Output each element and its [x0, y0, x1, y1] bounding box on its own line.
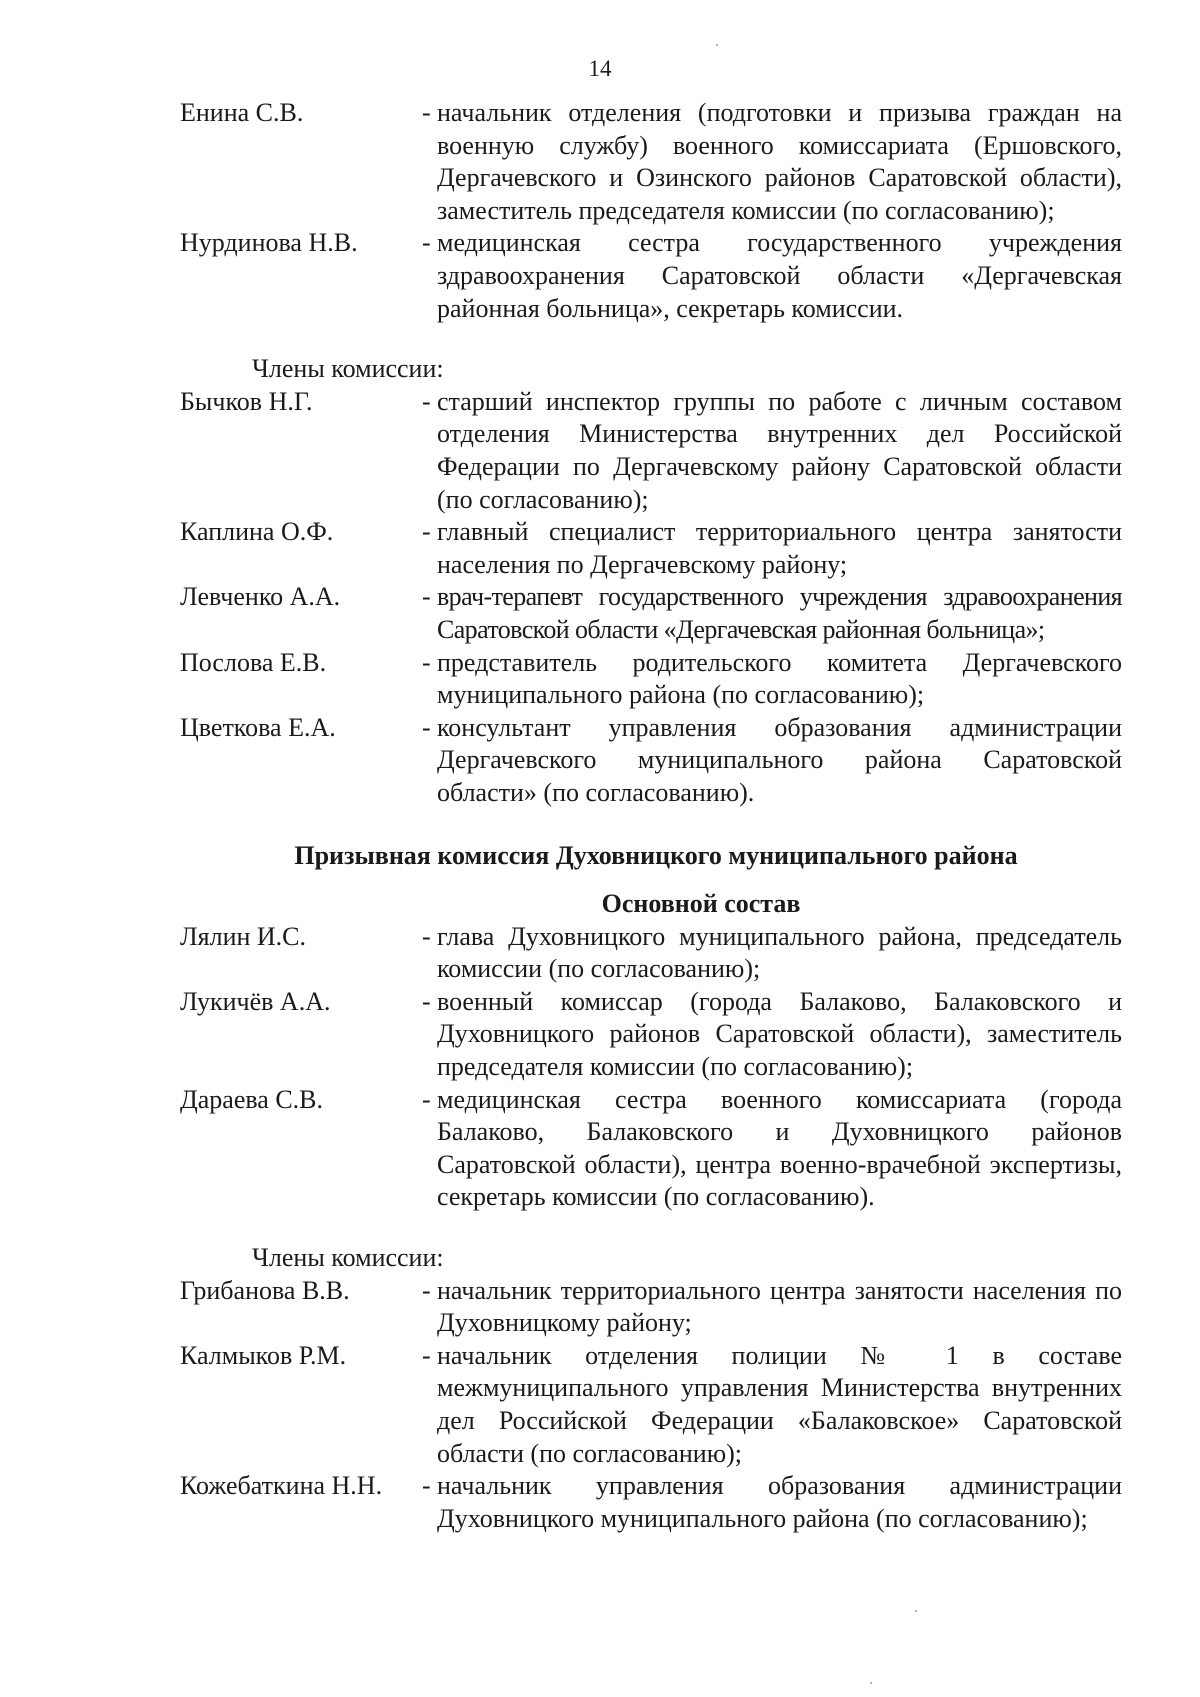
member-name: Послова Е.В. — [180, 647, 327, 677]
scan-speck — [870, 1682, 872, 1684]
dash: - — [422, 1471, 431, 1501]
member-role: военный комиссар (города Балаково, Балаковского и Духовницкого районов Саратовской области), заместитель председателя комиссии (по согласованию); — [437, 986, 1122, 1082]
list-item — [180, 97, 1122, 227]
list-item — [180, 1084, 1122, 1214]
member-role: начальник отделения полиции № 1 в составе межмуниципального управления Министерства внутренних дел Российской Федерации «Балаковское» Саратовской области (по согласованию); — [437, 1340, 1122, 1468]
dash: - — [422, 228, 431, 258]
member-role: медицинская сестра военного комиссариата (города Балаково, Балаковского и Духовницкого районов Саратовской области), центра военно-врачебной экспертизы, секретарь комиссии (по согласованию). — [437, 1084, 1122, 1212]
dash: - — [422, 98, 431, 127]
scan-speck — [716, 44, 718, 46]
section2-members-list — [180, 1275, 1122, 1536]
list-item — [180, 1340, 1122, 1470]
section-title: Призывная комиссия Духовницкого муниципального района — [294, 841, 1018, 871]
dash: - — [422, 1340, 431, 1370]
list-item — [180, 581, 1122, 646]
document-body — [180, 97, 1122, 1535]
section1-members-list — [180, 386, 1122, 810]
member-name: Цветкова Е.А. — [180, 712, 336, 742]
list-item — [180, 986, 1122, 1084]
list-item — [180, 647, 1122, 712]
dash: - — [422, 712, 431, 742]
dash: - — [422, 921, 431, 951]
dash: - — [422, 386, 431, 416]
member-name: Дараева С.В. — [180, 1084, 324, 1114]
member-name: Бычков Н.Г. — [180, 386, 313, 416]
member-name: Кожебаткина Н.Н. — [180, 1471, 383, 1501]
section1-main-list — [180, 97, 1122, 325]
member-role: начальник управления образования администрации Духовницкого муниципального района (по согласованию); — [437, 1471, 1122, 1533]
member-name: Нурдинова Н.В. — [180, 228, 358, 258]
member-name: Лукичёв А.А. — [180, 986, 331, 1016]
list-item — [180, 386, 1122, 516]
page-number: 14 — [588, 56, 612, 81]
member-role: врач-терапевт государственного учреждения здравоохранения Саратовской области «Дергачевская районная больница»; — [437, 582, 1122, 644]
list-item — [180, 1275, 1122, 1340]
member-role: начальник отделения (подготовки и призыва граждан на военную службу) военного комиссариата (Ершовского, Дергачевского и Озинского районов Саратовской области), заместитель председателя комиссии (по согласованию); — [437, 98, 1122, 225]
member-name: Левченко А.А. — [180, 582, 341, 612]
list-item — [180, 921, 1122, 986]
member-role: медицинская сестра государственного учреждения здравоохранения Саратовской области «Дергачевская районная больница», секретарь комиссии. — [437, 228, 1122, 323]
member-role: консультант управления образования администрации Дергачевского муниципального района Саратовской области» (по согласованию). — [437, 712, 1122, 807]
dash: - — [422, 1084, 431, 1114]
list-item — [180, 227, 1122, 325]
list-item — [180, 1470, 1122, 1535]
dash: - — [422, 647, 431, 677]
subsection-title: Основной состав — [601, 889, 801, 919]
member-role: начальник территориального центра занятости населения по Духовницкому району; — [437, 1275, 1122, 1338]
member-name: Лялин И.С. — [180, 921, 307, 951]
dash: - — [422, 517, 431, 547]
members-heading: Члены комиссии: — [252, 1243, 444, 1272]
members-heading: Члены комиссии: — [252, 354, 444, 384]
list-item — [180, 516, 1122, 581]
member-name: Енина С.В. — [180, 98, 304, 127]
member-role: главный специалист территориального центра занятости населения по Дергачевскому району; — [437, 517, 1122, 579]
member-name: Калмыков Р.М. — [180, 1340, 347, 1370]
member-name: Каплина О.Ф. — [180, 517, 334, 547]
dash: - — [422, 582, 431, 612]
member-name: Грибанова В.В. — [180, 1275, 350, 1305]
section2-main-list — [180, 921, 1122, 1214]
member-role: представитель родительского комитета Дергачевского муниципального района (по согласованию); — [437, 647, 1122, 710]
list-item — [180, 712, 1122, 810]
dash: - — [422, 986, 431, 1016]
dash: - — [422, 1275, 431, 1305]
scan-speck — [915, 1610, 917, 1612]
member-role: старший инспектор группы по работе с личным составом отделения Министерства внутренних дел Российской Федерации по Дергачевскому району Саратовской области (по согласованию); — [437, 386, 1122, 514]
member-role: глава Духовницкого муниципального района, председатель комиссии (по согласованию); — [437, 921, 1122, 984]
